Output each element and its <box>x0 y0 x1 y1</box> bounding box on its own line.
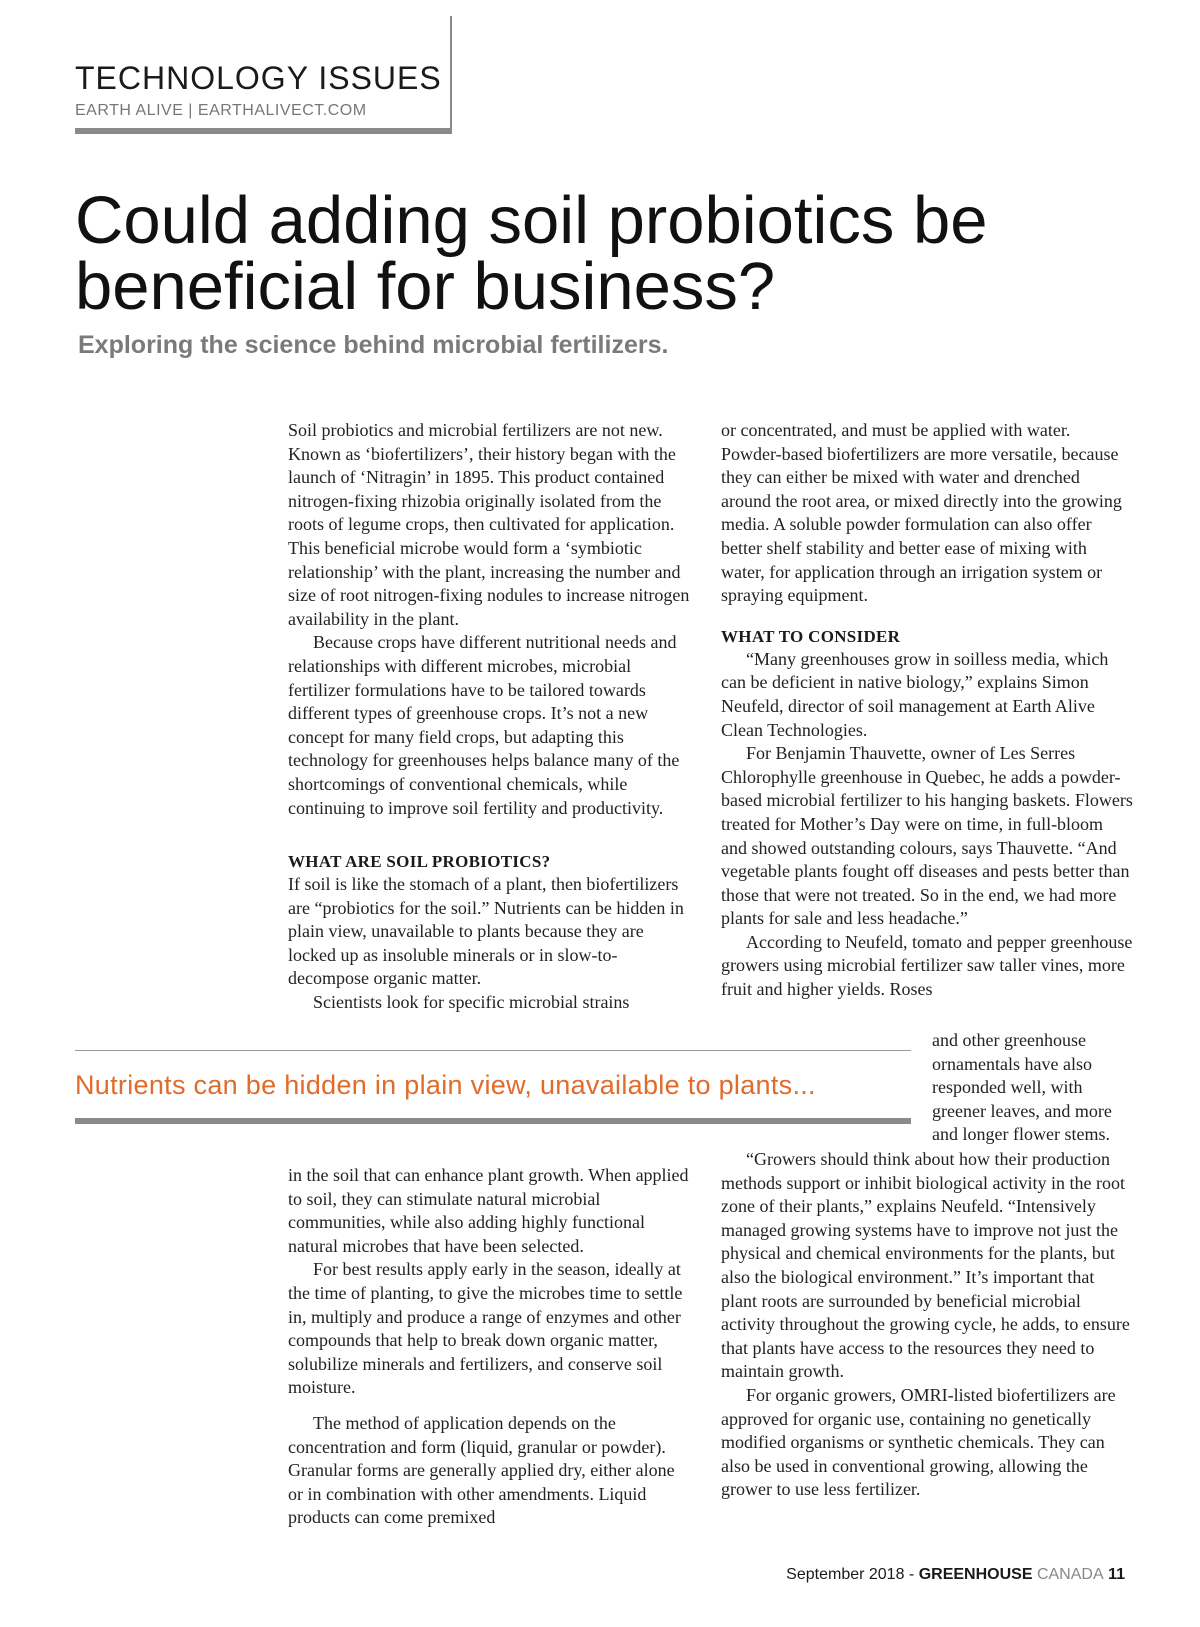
article-deck: Exploring the science behind microbial fertilizers. <box>78 331 669 359</box>
paragraph: in the soil that can enhance plant growth. When applied to soil, they can stimulate natural microbial communities, while also adding highly functional natural microbes that have been selected. <box>288 1165 689 1256</box>
pullquote-rule-top <box>75 1050 911 1051</box>
article-title: Could adding soil probiotics be beneficial for business? <box>75 183 988 324</box>
paragraph: and other greenhouse ornamentals have also responded well, with greener leaves, and more and longer flower stems. <box>932 1030 1112 1145</box>
column-2-top <box>721 419 1133 1002</box>
footer-brand: GREENHOUSE <box>918 1566 1033 1583</box>
subheading: WHAT TO CONSIDER <box>721 626 901 646</box>
paragraph: Soil probiotics and microbial fertilizers are not new. Known as ‘biofertilizers’, their history began with the launch of ‘Nitragin’ in 1895. This product contained nitrogen-fixing rhizobia originally isolated from the roots of legume crops, then cultivated for application. This beneficial microbe would form a ‘symbiotic relationship’ with the plant, increasing the number and size of root nitrogen-fixing nodules to increase nitrogen availability in the plant. <box>288 420 690 629</box>
column-2-bottom <box>721 1148 1133 1502</box>
subheading: WHAT ARE SOIL PROBIOTICS? <box>288 852 551 872</box>
pullquote: Nutrients can be hidden in plain view, unavailable to plants... <box>75 1070 816 1100</box>
paragraph: Because crops have different nutritional needs and relationships with different microbes, microbial fertilizer formulations have to be tailored towards different types of greenhouse crops. It’s not a new concept for many field crops, but adapting this technology for greenhouses helps balance many of the shortcomings of conventional chemicals, while continuing to improve soil fertility and productivity. <box>288 632 680 818</box>
page-footer <box>786 1566 1125 1584</box>
header-divider-vertical <box>450 16 452 134</box>
pullquote-rule-bottom <box>75 1118 911 1124</box>
column-2-wrap <box>932 1029 1133 1147</box>
paragraph: For Benjamin Thauvette, owner of Les Serres Chlorophylle greenhouse in Quebec, he adds a powder-based microbial fertilizer to his hanging baskets. Flowers treated for Mother’s Day were on time, in full-bloom and showed outstanding colours, says Thauvette. “And vegetable plants fought off diseases and pests better than those that were not treated. So in the end, we had more plants for sale and less headache.” <box>721 743 1133 929</box>
column-1-top <box>288 419 693 1015</box>
section-sponsor: EARTH ALIVE | EARTHALIVECT.COM <box>75 102 367 119</box>
paragraph: “Many greenhouses grow in soilless media, which can be deficient in native biology,” explains Simon Neufeld, director of soil management at Earth Alive Clean Technologies. <box>721 648 1109 740</box>
paragraph: or concentrated, and must be applied with water. Powder-based biofertilizers are more versatile, because they can either be mixed with water and drenched around the root area, or mixed directly into the growing media. A soluble powder formulation can also offer better shelf stability and better ease of mixing with water, for application through an irrigation system or spraying equipment. <box>721 420 1122 606</box>
page-number: 11 <box>1108 1566 1125 1583</box>
paragraph: The method of application depends on the concentration and form (liquid, granular or powder). Granular forms are generally applied dry, either alone or in combination with other amendments. Liquid products can come premixed <box>288 1412 675 1528</box>
header-rule <box>75 128 452 134</box>
paragraph: According to Neufeld, tomato and pepper greenhouse growers using microbial fertilizer saw taller vines, more fruit and higher yields. Roses <box>721 931 1133 1000</box>
paragraph: If soil is like the stomach of a plant, then biofertilizers are “probiotics for the soil.” Nutrients can be hidden in plain view, unavailable to plants because they are locked up as insoluble minerals or in slow-to-decompose organic matter. <box>288 874 684 989</box>
paragraph: For organic growers, OMRI-listed biofertilizers are approved for organic use, containing no genetically modified organisms or synthetic chemicals. They can also be used in conventional growing, allowing the grower to use less fertilizer. <box>721 1384 1116 1500</box>
section-title: TECHNOLOGY ISSUES <box>75 60 442 96</box>
footer-date: September 2018 - <box>786 1566 919 1583</box>
footer-brand-country: CANADA <box>1032 1566 1104 1583</box>
paragraph: Scientists look for specific microbial strains <box>313 992 630 1013</box>
column-1-bottom <box>288 1164 693 1530</box>
paragraph: “Growers should think about how their production methods support or inhibit biological activity in the root zone of their plants,” explains Neufeld. “Intensively managed growing systems have to improve not just the physical and chemical environments for the plants, but also the biological environment.” It’s important that plant roots are surrounded by beneficial microbial activity throughout the growing cycle, he adds, to ensure that plants have access to the resources they need to maintain growth. <box>721 1149 1130 1382</box>
paragraph: For best results apply early in the season, ideally at the time of planting, to give the microbes time to settle in, multiply and produce a range of enzymes and other compounds that help to break down organic matter, solubilize minerals and fertilizers, and conserve soil moisture. <box>288 1259 683 1398</box>
